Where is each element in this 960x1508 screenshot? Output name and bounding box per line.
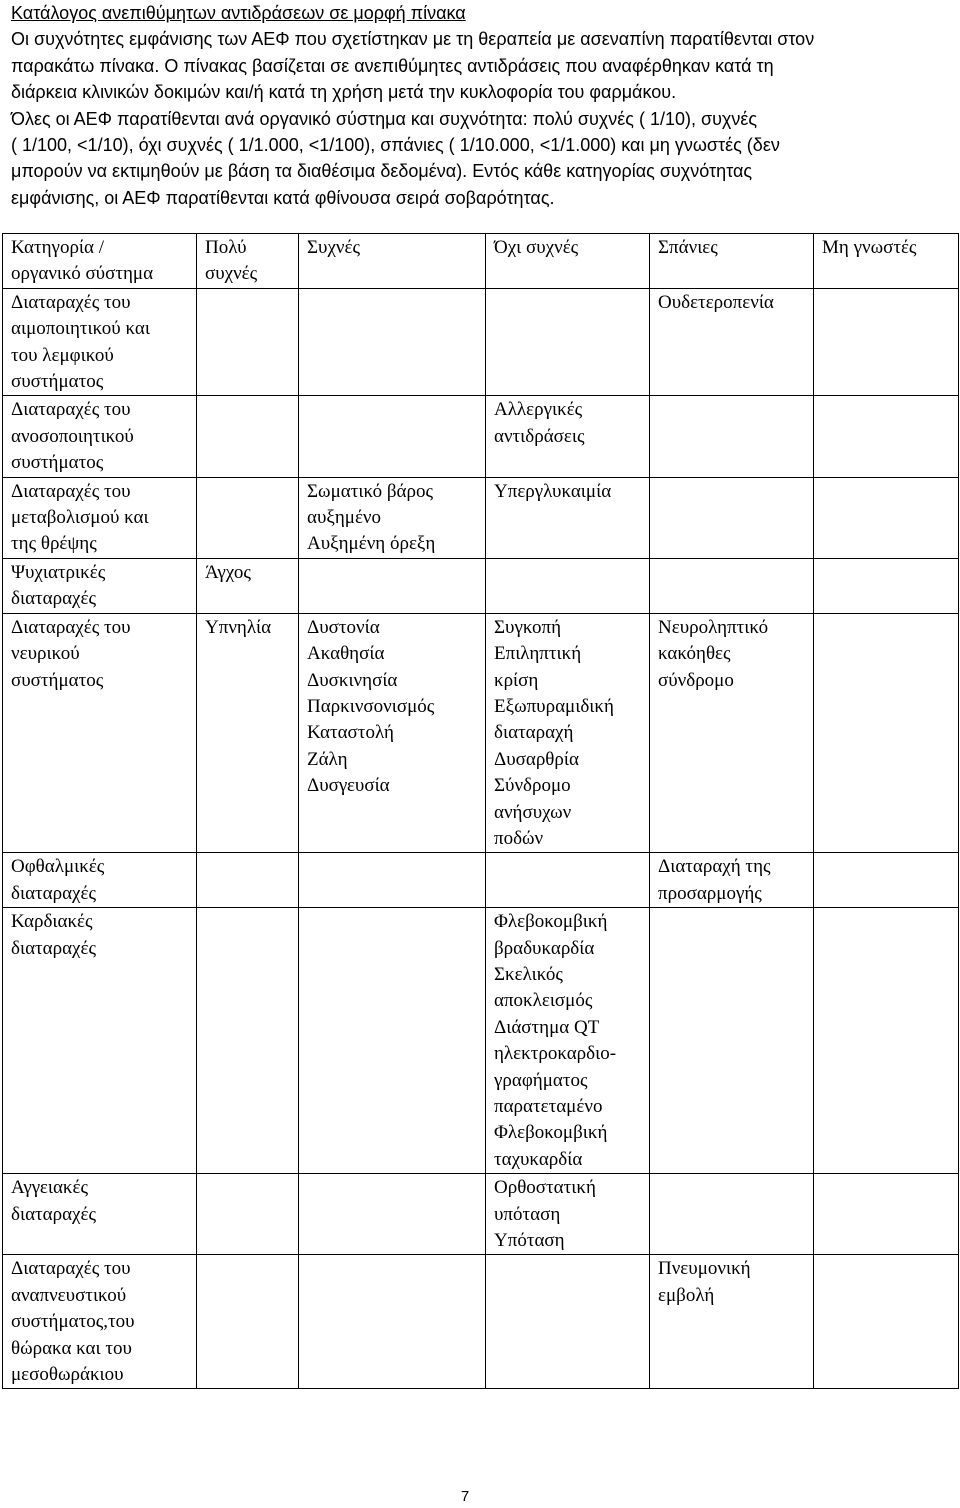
cell-category — [3, 1255, 197, 1389]
cell-entry: θώρακα και του — [11, 1337, 132, 1359]
cell-not-known — [814, 853, 959, 908]
cell-entry: προσαρμογής — [658, 882, 762, 904]
cell-entry: Διαταραχές του — [11, 399, 131, 421]
cell-entry: Πνευμονική — [658, 1258, 751, 1280]
cell-very-common — [197, 396, 299, 477]
table-row — [3, 558, 959, 613]
cell-entry: Σύνδρομο — [494, 775, 571, 797]
cell-uncommon — [486, 908, 650, 1174]
cell-category — [3, 908, 197, 1174]
header-category — [3, 234, 197, 289]
cell-entry: Υπεργλυκαιμία — [494, 480, 612, 502]
cell-entry: κρίση — [494, 669, 539, 691]
cell-entry: του λεμφικού — [11, 344, 114, 366]
cell-entry: Υπόταση — [494, 1230, 565, 1252]
cell-entry: παρατεταμένο — [494, 1096, 603, 1117]
cell-entry: Οφθαλμικές — [11, 856, 105, 878]
cell-entry: Πολύ — [205, 237, 247, 258]
cell-entry: διαταραχές — [11, 937, 96, 959]
cell-entry: αιμοποιητικού και — [11, 318, 150, 340]
cell-category — [3, 613, 197, 853]
cell-very-common — [197, 853, 299, 908]
cell-uncommon — [486, 1255, 650, 1389]
cell-uncommon — [486, 396, 650, 477]
cell-not-known — [814, 288, 959, 396]
cell-entry: υπόταση — [494, 1203, 561, 1225]
table-header-row — [3, 234, 959, 289]
cell-entry: μεταβολισμού και — [11, 507, 149, 529]
cell-very-common — [197, 613, 299, 853]
cell-not-known — [814, 1255, 959, 1389]
header-uncommon — [486, 234, 650, 289]
cell-very-common — [197, 1174, 299, 1255]
cell-entry: Δυσαρθρία — [494, 748, 579, 770]
cell-not-known — [814, 477, 959, 558]
cell-entry: Διαταραχές του — [11, 616, 131, 638]
cell-entry: Δυστονία — [307, 616, 380, 638]
cell-entry: αντιδράσεις — [494, 425, 585, 447]
cell-very-common — [197, 477, 299, 558]
cell-common — [299, 558, 486, 613]
cell-entry: Διαταραχή της — [658, 856, 771, 878]
cell-category — [3, 853, 197, 908]
cell-entry: σύνδρομο — [658, 669, 734, 691]
table-row — [3, 853, 959, 908]
cell-entry: διαταραχή — [494, 722, 574, 744]
cell-entry: διαταραχές — [11, 588, 96, 610]
cell-entry: βραδυκαρδία — [494, 937, 595, 959]
cell-entry: Σωματικό βάρος — [307, 480, 433, 502]
header-common — [299, 234, 486, 289]
cell-rare — [650, 853, 814, 908]
cell-uncommon — [486, 613, 650, 853]
cell-category — [3, 1174, 197, 1255]
cell-entry: Κατηγορία / — [11, 237, 105, 258]
table-row — [3, 908, 959, 1174]
cell-entry: Συχνές — [307, 237, 360, 258]
cell-rare — [650, 288, 814, 396]
cell-entry: Νευροληπτικό — [658, 616, 769, 638]
cell-not-known — [814, 558, 959, 613]
cell-entry: ποδών — [494, 827, 544, 849]
cell-entry: συχνές — [205, 263, 258, 285]
cell-common — [299, 477, 486, 558]
cell-category — [3, 477, 197, 558]
cell-entry: ηλεκτροκαρδιο- — [494, 1043, 617, 1065]
cell-uncommon — [486, 558, 650, 613]
cell-entry: νευρικού — [11, 643, 80, 665]
cell-entry: εμβολή — [658, 1284, 715, 1306]
cell-common — [299, 853, 486, 908]
table-row — [3, 288, 959, 396]
intro-line: μπορούν να εκτιμηθούν με βάση τα διαθέσιμα δεδομένα). Εντός κάθε κατηγορίας συχνότητας — [11, 161, 753, 182]
cell-entry: Διαταραχές του — [11, 480, 131, 502]
table-row — [3, 1174, 959, 1255]
cell-not-known — [814, 908, 959, 1174]
header-not-known — [814, 234, 959, 289]
cell-rare — [650, 1174, 814, 1255]
table-row — [3, 477, 959, 558]
intro-line: παρακάτω πίνακα. Ο πίνακας βασίζεται σε ανεπιθύμητες αντιδράσεις που αναφέρθηκαν κατά τη — [11, 55, 774, 76]
cell-not-known — [814, 1174, 959, 1255]
cell-entry: Σκελικός — [494, 963, 563, 985]
cell-common — [299, 1255, 486, 1389]
cell-common — [299, 613, 486, 853]
intro-line: Οι συχνότητες εμφάνισης των ΑΕΦ που σχετίστηκαν με τη θεραπεία με ασεναπίνη παρατίθενται στον — [11, 29, 815, 50]
cell-entry: συστήματος — [11, 371, 104, 393]
header-very-common — [197, 234, 299, 289]
cell-common — [299, 396, 486, 477]
cell-very-common — [197, 1255, 299, 1389]
cell-entry: συστήματος — [11, 669, 104, 691]
cell-category — [3, 288, 197, 396]
cell-entry: Συγκοπή — [494, 616, 562, 638]
cell-entry: Ακαθησία — [307, 643, 385, 665]
cell-entry: αποκλεισμός — [494, 990, 593, 1012]
cell-entry: Εξωπυραμιδική — [494, 695, 614, 717]
cell-uncommon — [486, 477, 650, 558]
cell-entry: Διαταραχές του — [11, 291, 131, 313]
cell-entry: Ουδετεροπενία — [658, 291, 774, 313]
cell-rare — [650, 558, 814, 613]
table-body — [3, 288, 959, 1389]
cell-common — [299, 288, 486, 396]
intro-line: εμφάνισης, οι ΑΕΦ παρατίθενται κατά φθίνουσα σειρά σοβαρότητας. — [11, 187, 555, 208]
cell-entry: Δυσγευσία — [307, 775, 390, 797]
cell-common — [299, 1174, 486, 1255]
cell-entry: μεσοθωράκιου — [11, 1364, 124, 1386]
page-number: 7 — [460, 1488, 470, 1505]
cell-uncommon — [486, 853, 650, 908]
cell-entry: Δυσκινησία — [307, 669, 398, 691]
table-row — [3, 613, 959, 853]
cell-uncommon — [486, 288, 650, 396]
header-rare — [650, 234, 814, 289]
cell-entry: γραφήματος — [494, 1069, 588, 1091]
cell-entry: Ψυχιατρικές — [11, 561, 106, 583]
cell-entry: Καρδιακές — [11, 911, 93, 933]
cell-entry: Όχι συχνές — [494, 237, 579, 258]
cell-entry: Καταστολή — [307, 722, 394, 744]
cell-common — [299, 908, 486, 1174]
cell-rare — [650, 613, 814, 853]
cell-rare — [650, 908, 814, 1174]
intro-section — [11, 0, 951, 211]
table-row — [3, 396, 959, 477]
cell-entry: της θρέψης — [11, 533, 97, 555]
cell-very-common — [197, 288, 299, 396]
cell-entry: συστήματος — [11, 452, 104, 474]
cell-entry: Διαταραχές του — [11, 1258, 131, 1280]
cell-uncommon — [486, 1174, 650, 1255]
cell-entry: Μη γνωστές — [822, 237, 917, 258]
cell-entry: ανοσοποιητικού — [11, 425, 134, 447]
cell-entry: ταχυκαρδία — [494, 1148, 583, 1170]
cell-category — [3, 558, 197, 613]
cell-not-known — [814, 396, 959, 477]
cell-entry: ανήσυχων — [494, 801, 572, 823]
intro-line: διάρκεια κλινικών δοκιμών και/ή κατά τη χρήση μετά την κυκλοφορία του φαρμάκου. — [11, 82, 677, 103]
intro-line: Όλες οι ΑΕΦ παρατίθενται ανά οργανικό σύστημα και συχνότητα: πολύ συχνές ( 1/10), συχνές — [11, 108, 758, 129]
cell-entry: Φλεβοκομβική — [494, 911, 608, 933]
cell-entry: Φλεβοκομβική — [494, 1122, 608, 1144]
cell-not-known — [814, 613, 959, 853]
cell-entry: Ορθοστατική — [494, 1177, 596, 1199]
cell-rare — [650, 396, 814, 477]
cell-entry: Ζάλη — [307, 748, 348, 770]
cell-category — [3, 396, 197, 477]
cell-entry: Επιληπτική — [494, 643, 582, 665]
cell-entry: διαταραχές — [11, 882, 96, 904]
table-row — [3, 1255, 959, 1389]
cell-entry: Υπνηλία — [205, 616, 272, 638]
cell-entry: Άγχος — [205, 561, 251, 583]
cell-very-common — [197, 908, 299, 1174]
cell-entry: οργανικό σύστημα — [11, 263, 154, 285]
cell-very-common — [197, 558, 299, 613]
cell-entry: Αυξημένη όρεξη — [307, 533, 436, 555]
section-heading: Κατάλογος ανεπιθύμητων αντιδράσεων σε μορφή πίνακα — [11, 3, 466, 23]
cell-entry: Σπάνιες — [658, 237, 718, 258]
cell-entry: αυξημένο — [307, 507, 382, 529]
cell-entry: Διάστημα QT — [494, 1016, 600, 1038]
cell-entry: Παρκινσονισμός — [307, 695, 435, 717]
cell-entry: αναπνευστικού — [11, 1284, 127, 1306]
cell-entry: συστήματος,του — [11, 1311, 135, 1333]
cell-entry: κακόηθες — [658, 643, 731, 665]
cell-rare — [650, 1255, 814, 1389]
cell-entry: Αλλεργικές — [494, 399, 583, 421]
intro-line: ( 1/100, <1/10), όχι συχνές ( 1/1.000, <1/100), σπάνιες ( 1/10.000, <1/1.000) και μη γνωστές (δεν — [11, 135, 780, 156]
cell-entry: Αγγειακές — [11, 1177, 89, 1199]
cell-rare — [650, 477, 814, 558]
cell-entry: διαταραχές — [11, 1203, 96, 1225]
adverse-reactions-table — [2, 233, 959, 1389]
